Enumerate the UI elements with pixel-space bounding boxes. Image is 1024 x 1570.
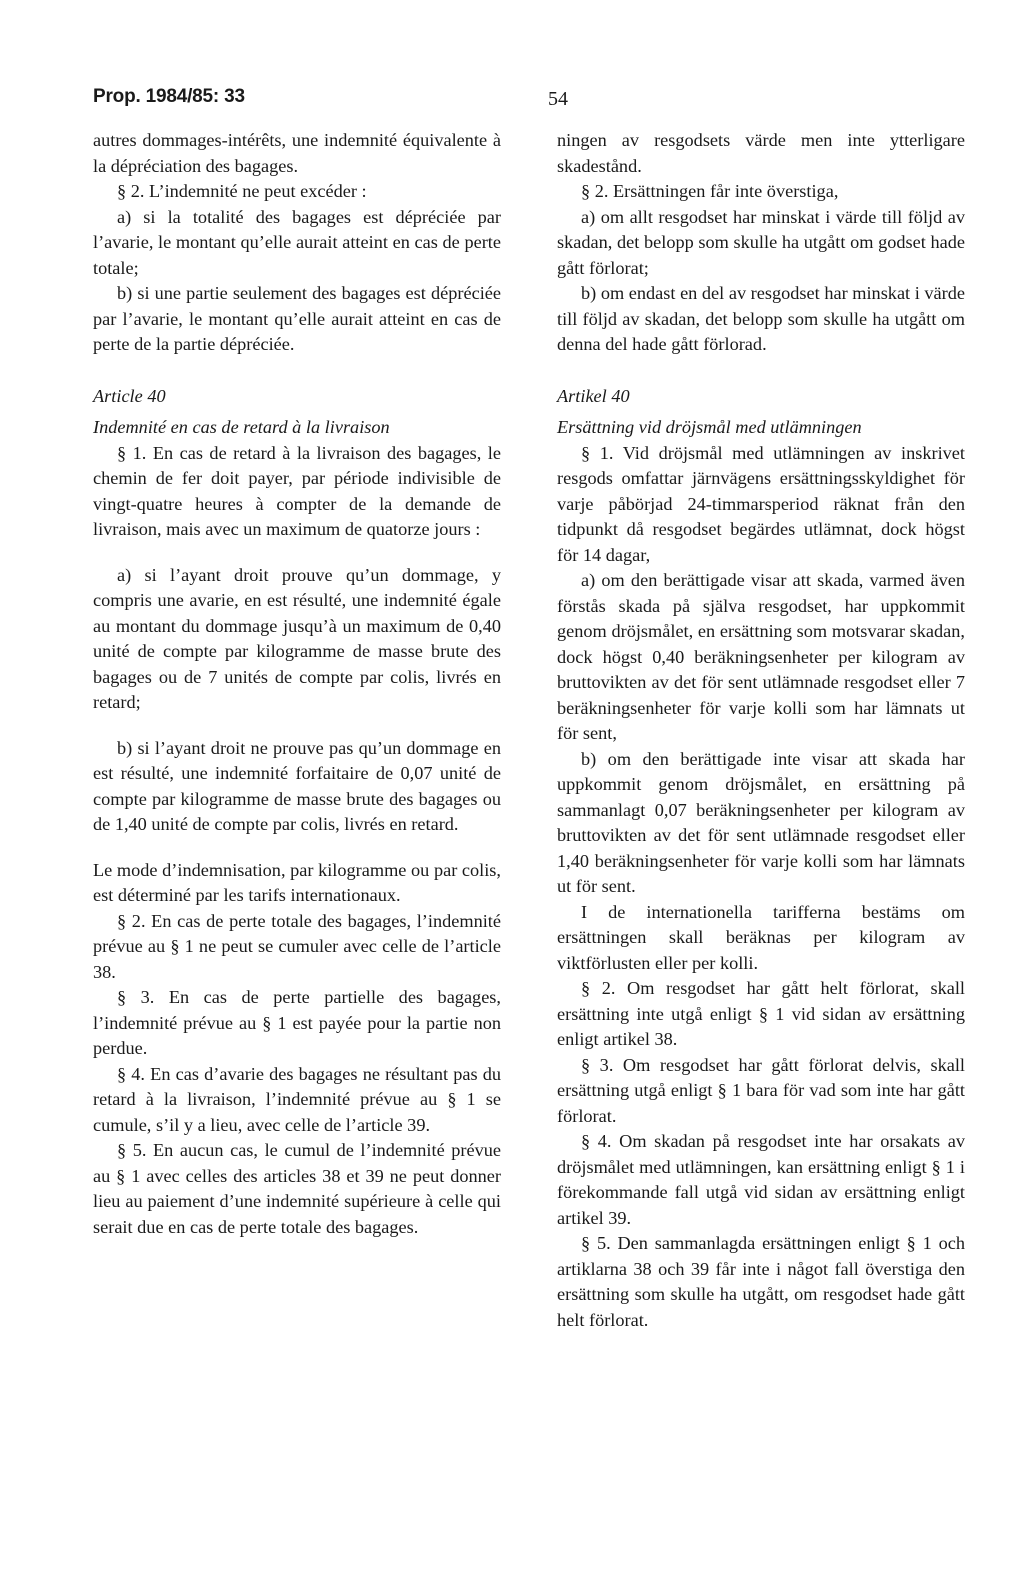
paragraph: § 2. Om resgodset har gått helt förlorat, skall ersättning inte utgå enligt § 1 vid sidan av ersättning enligt artikel 38. bbox=[557, 978, 965, 1049]
paragraph: b) om endast en del av resgodset har minskat i värde till följd av skadan, det belopp som skulle ha utgått om denna del hade gått förlorad. bbox=[557, 283, 965, 354]
paragraph: § 2. En cas de perte totale des bagages, l’indemnité prévue au § 1 ne peut se cumuler avec celle de l’article 38. bbox=[93, 910, 501, 982]
paragraph: § 5. En aucun cas, le cumul de l’indemnité prévue au § 1 avec celles des articles 38 et 39 ne peut donner lieu au paiement d’une indemnité supérieure à celle qui serait due en cas de perte totale des bagages. bbox=[93, 1140, 501, 1237]
article-subtitle: Indemnité en cas de retard à la livraison bbox=[93, 417, 390, 437]
paragraph: ningen av resgodsets värde men inte ytterligare skadestånd. bbox=[557, 130, 965, 176]
paragraph: a) om den berättigade visar att skada, varmed även förstås skada på själva resgodset, har uppkommit genom dröjsmålet, en ersättning som motsvarar skadan, dock högst 0,40 beräkningsenheter per kilogram av bruttovikten av det för sent utlämnade resgodset eller 7 beräkningsenheter för varje kolli som har lämnats ut för sent, bbox=[557, 570, 965, 743]
paragraph: § 2. Ersättningen får inte överstiga, bbox=[581, 181, 839, 201]
paragraph: § 1. En cas de retard à la livraison des bagages, le chemin de fer doit payer, par période indivisible de vingt-quatre heures à compter de la demande de livraison, mais avec un maximum de quatorze jours : bbox=[93, 442, 501, 539]
paragraph: b) si l’ayant droit ne prouve pas qu’un dommage en est résulté, une indemnité forfaitaire de 0,07 unité de compte par kilogramme de masse brute des bagages ou de 1,40 unité de compte par colis, livrés en retard. bbox=[93, 737, 501, 834]
paragraph: a) om allt resgodset har minskat i värde till följd av skadan, det belopp som skulle ha utgått om godset hade gått förlorat; bbox=[557, 206, 965, 278]
paragraph: § 4. Om skadan på resgodset inte har orsakats av dröjsmålet med utlämningen, kan ersättning enligt § 1 i förekommande fall utgå vid sidan av ersättning enligt artikel 39. bbox=[557, 1131, 965, 1228]
page-number: 54 bbox=[548, 88, 568, 110]
paragraph: I de internationella tarifferna bestäms om ersättningen skall beräknas per kilogram av viktförlusten eller per kolli. bbox=[557, 901, 965, 973]
paragraph: § 4. En cas d’avarie des bagages ne résultant pas du retard à la livraison, l’indemnité prévue au § 1 se cumule, s’il y a lieu, avec celle de l’article 39. bbox=[93, 1063, 501, 1135]
paragraph: b) om den berättigade inte visar att skada har uppkommit genom dröjsmålet, en ersättning på sammanlagt 0,07 beräkningsenheter per kilogram av bruttovikten av det för sent utlämnade resgodset eller 1,40 beräkningsenheter för varje kolli som har lämnats ut för sent. bbox=[557, 748, 965, 896]
paragraph: b) si une partie seulement des bagages est dépréciée par l’avarie, le montant qu’elle aurait atteint en cas de perte de la partie dépréciée. bbox=[93, 283, 501, 354]
paragraph: Le mode d’indemnisation, par kilogramme ou par colis, est déterminé par les tarifs internationaux. bbox=[93, 859, 501, 905]
paragraph: autres dommages-intérêts, une indemnité équivalente à la dépréciation des bagages. bbox=[93, 130, 501, 176]
paragraph: § 1. Vid dröjsmål med utlämningen av inskrivet resgods omfattar järnvägens ersättningsskyldighet för varje påbörjad 24-timmarsperiod räknat från den tidpunkt då resgodset begärdes utlämnat, dock högst för 14 dagar, bbox=[557, 442, 965, 565]
article-title: Artikel 40 bbox=[557, 385, 630, 406]
paragraph: § 3. En cas de perte partielle des bagages, l’indemnité prévue au § 1 est payée pour la partie non perdue. bbox=[93, 987, 501, 1058]
document-reference: Prop. 1984/85: 33 bbox=[93, 86, 245, 107]
article-subtitle: Ersättning vid dröjsmål med utlämningen bbox=[557, 417, 862, 437]
swedish-column bbox=[557, 128, 965, 1333]
french-column bbox=[93, 128, 501, 1240]
article-title: Article 40 bbox=[93, 385, 166, 406]
paragraph: a) si la totalité des bagages est dépréciée par l’avarie, le montant qu’elle aurait atteint en cas de perte totale; bbox=[93, 206, 501, 278]
paragraph: § 5. Den sammanlagda ersättningen enligt § 1 och artiklarna 38 och 39 får inte i något fall överstiga den ersättning som skulle ha utgått, om resgodset hade gått helt förlorat. bbox=[557, 1233, 965, 1330]
paragraph: a) si l’ayant droit prouve qu’un dommage, y compris une avarie, en est résulté, une indemnité égale au montant du dommage jusqu’à un maximum de 0,40 unité de compte par kilogramme de masse brute des bagages ou de 7 unités de compte par colis, livrés en retard; bbox=[93, 564, 501, 712]
paragraph: § 3. Om resgodset har gått förlorat delvis, skall ersättning utgå enligt § 1 bara för vad som inte har gått förlorat. bbox=[557, 1054, 965, 1126]
paragraph: § 2. L’indemnité ne peut excéder : bbox=[117, 181, 367, 201]
